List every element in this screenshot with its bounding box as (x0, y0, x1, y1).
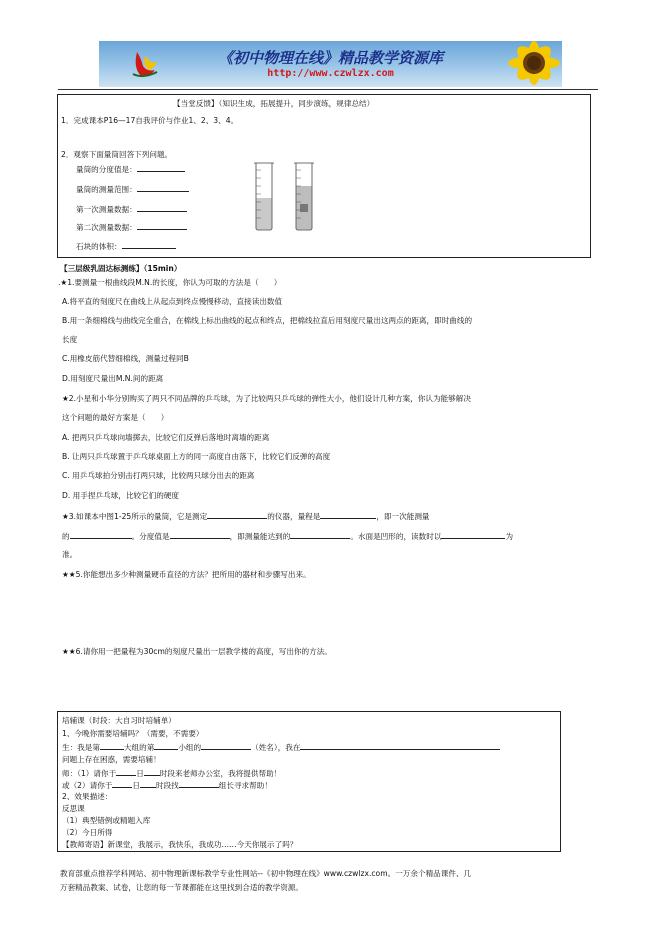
question-text: 的仪器，量程是 (267, 512, 321, 521)
text: 组长寻求帮助！ (218, 781, 272, 790)
option-1c: C.用橡皮筋代替细棉线，测量过程同B (62, 354, 189, 363)
teacher-option-1 (62, 767, 281, 779)
teacher-message: 【教师寄语】新课堂，我展示，我快乐，我成功……今天你展示了吗？ (62, 840, 298, 849)
question-6: ★★6.请你用一把量程为30cm的刻度尺量出一层教学楼的高度，写出你的方法。 (62, 647, 332, 656)
feedback-item-1: 1．完成课本P16—17自我评价与作业1、2、3、4。 (61, 116, 239, 125)
question-text: ，即一次能测量 (376, 512, 430, 521)
answer-blank[interactable] (154, 741, 178, 750)
text: 日 (132, 781, 140, 790)
question-1: .★1.要测量一根曲线段M.N.的长度，你认为可取的方法是（ ） (58, 278, 282, 287)
text: 师：（1）请你于 (62, 769, 117, 778)
answer-blank[interactable] (116, 767, 136, 776)
answer-blank[interactable] (137, 221, 187, 230)
feedback-item-2: 2．观察下面量筒回答下列问题。 (61, 150, 173, 159)
answer-blank[interactable] (140, 779, 156, 788)
footer-line-2: 万套精品教案、试卷，让您的每一节课都能在这里找到合适的教学资源。 (60, 883, 303, 892)
answer-blank[interactable] (137, 183, 189, 192)
answer-blank[interactable] (320, 510, 376, 519)
question-text: ★3.如课本中图1-25所示的量筒，它是测定 (62, 512, 208, 521)
answer-blank[interactable] (179, 779, 219, 788)
answer-blank[interactable] (122, 240, 176, 249)
question-text: 。水面是凹形的，读数时以 (350, 532, 442, 541)
answer-blank[interactable] (144, 767, 160, 776)
feedback-box (57, 94, 591, 258)
answer-blank[interactable] (207, 510, 267, 519)
text: 或（2）请你于 (62, 781, 113, 790)
tutoring-box (57, 711, 561, 852)
sunflower-icon (484, 41, 562, 87)
answer-blank[interactable] (100, 741, 124, 750)
teacher-option-2 (62, 779, 272, 791)
banner-title: 《初中物理在线》精品教学资源库 (217, 49, 443, 67)
cylinder-question-2 (76, 183, 189, 195)
student-line (62, 741, 500, 753)
question-5: ★★5.你能想出多少种测量硬币直径的方法？把所用的器材和步骤写出来。 (62, 570, 311, 579)
answer-blank[interactable] (170, 530, 230, 539)
text: 大组的第 (123, 743, 155, 752)
answer-blank[interactable] (300, 741, 500, 750)
answer-blank[interactable] (137, 203, 187, 212)
question-text: ，即测量能达到的 (229, 532, 291, 541)
tutoring-need: 1、今晚你需要培辅吗？（需要，不需要） (62, 729, 204, 738)
question-text: 第二次测量数据： (76, 223, 137, 232)
section-heading: 【三层级乳固达标测练】（15min） (60, 264, 182, 273)
tutoring-title: 培辅课（时段：大自习时培辅单） (62, 716, 176, 725)
question-2: ★2.小星和小华分别购买了两只不同品牌的乒乓球，为了比较两只乒乓球的弹性大小，他们设计几种方案，你认为能够解决 (62, 394, 471, 403)
text: 时段找 (156, 781, 179, 790)
question-text: 为 (505, 532, 514, 541)
site-banner (99, 41, 562, 87)
answer-blank[interactable] (441, 530, 505, 539)
question-3-line-1 (62, 510, 430, 522)
answer-blank[interactable] (290, 530, 350, 539)
answer-blank[interactable] (201, 741, 251, 750)
cylinder-question-3 (76, 203, 187, 215)
option-1d: D.用刻度尺量出M.N.间的距离 (62, 374, 164, 383)
footer-line-1: 教育部重点推荐学科网站、初中物理新课标教学专业性网站--《初中物理在线》www.czwlzx.com。一万余个精品课件、几 (60, 869, 472, 878)
reflection-title: 反思课 (62, 804, 85, 813)
question-3-line-2 (62, 530, 513, 542)
cylinder-question-1 (76, 163, 185, 175)
answer-blank[interactable] (137, 163, 185, 172)
text: 小组的 (178, 743, 202, 752)
question-2-cont: 这个问题的最好方案是（ ） (62, 413, 169, 422)
question-text: 的 (62, 532, 70, 541)
banner-url[interactable]: http://www.czwlzx.com (267, 68, 394, 79)
header-rule (58, 89, 598, 90)
graduated-cylinders-figure (250, 160, 320, 232)
question-3-line-3: 准。 (62, 550, 78, 559)
option-1a: A.将平直的刻度尺在曲线上从起点到终点慢慢移动，直接读出数值 (62, 297, 283, 306)
option-1b: B.用一条细棉线与曲线完全重合，在棉线上标出曲线的起点和终点，把棉线拉直后用刻度尺量出这两点的距离，即时曲线的 (62, 316, 473, 325)
text: 日 (136, 769, 144, 778)
cylinder-question-5 (76, 240, 176, 252)
option-2b: B. 让两只乒乓球置于乒乓球桌面上方的同一高度自由落下，比较它们反弹的高度 (62, 452, 331, 461)
cylinder-question-4 (76, 221, 187, 233)
question-text: 。分度值是 (131, 532, 170, 541)
question-text: 第一次测量数据： (76, 205, 137, 214)
answer-blank[interactable] (112, 779, 132, 788)
option-2d: D. 用手捏乒乓球，比较它们的硬度 (62, 491, 179, 500)
reflection-item-2: （2）今日所得 (62, 828, 113, 837)
question-text: 石块的体积： (76, 242, 122, 251)
option-1b-cont: 长度 (62, 335, 78, 344)
text: （姓名），我在 (251, 743, 301, 752)
reflection-item-1: （1）典型错例或精题入库 (62, 816, 151, 825)
text: 时段来老师办公室，我将提供帮助！ (159, 769, 282, 778)
problem-line: 问题上存在困惑，需要培辅！ (62, 755, 161, 764)
question-text: 量筒的分度值是： (76, 165, 137, 174)
option-2c: C. 用乒乓球拍分别击打两只球，比较两只球分出去的距离 (62, 471, 255, 480)
effect-description: 2、效果描述： (62, 792, 113, 801)
option-2a: A. 把两只乒乓球向墙掷去，比较它们反弹后落地时离墙的距离 (62, 433, 270, 442)
feedback-heading: 【当堂反馈】（知识生成，拓展提升，同步演练，规律总结） (173, 99, 375, 108)
question-text: 量筒的测量范围： (76, 185, 137, 194)
text: 生：我是第 (62, 743, 100, 752)
answer-blank[interactable] (70, 530, 132, 539)
